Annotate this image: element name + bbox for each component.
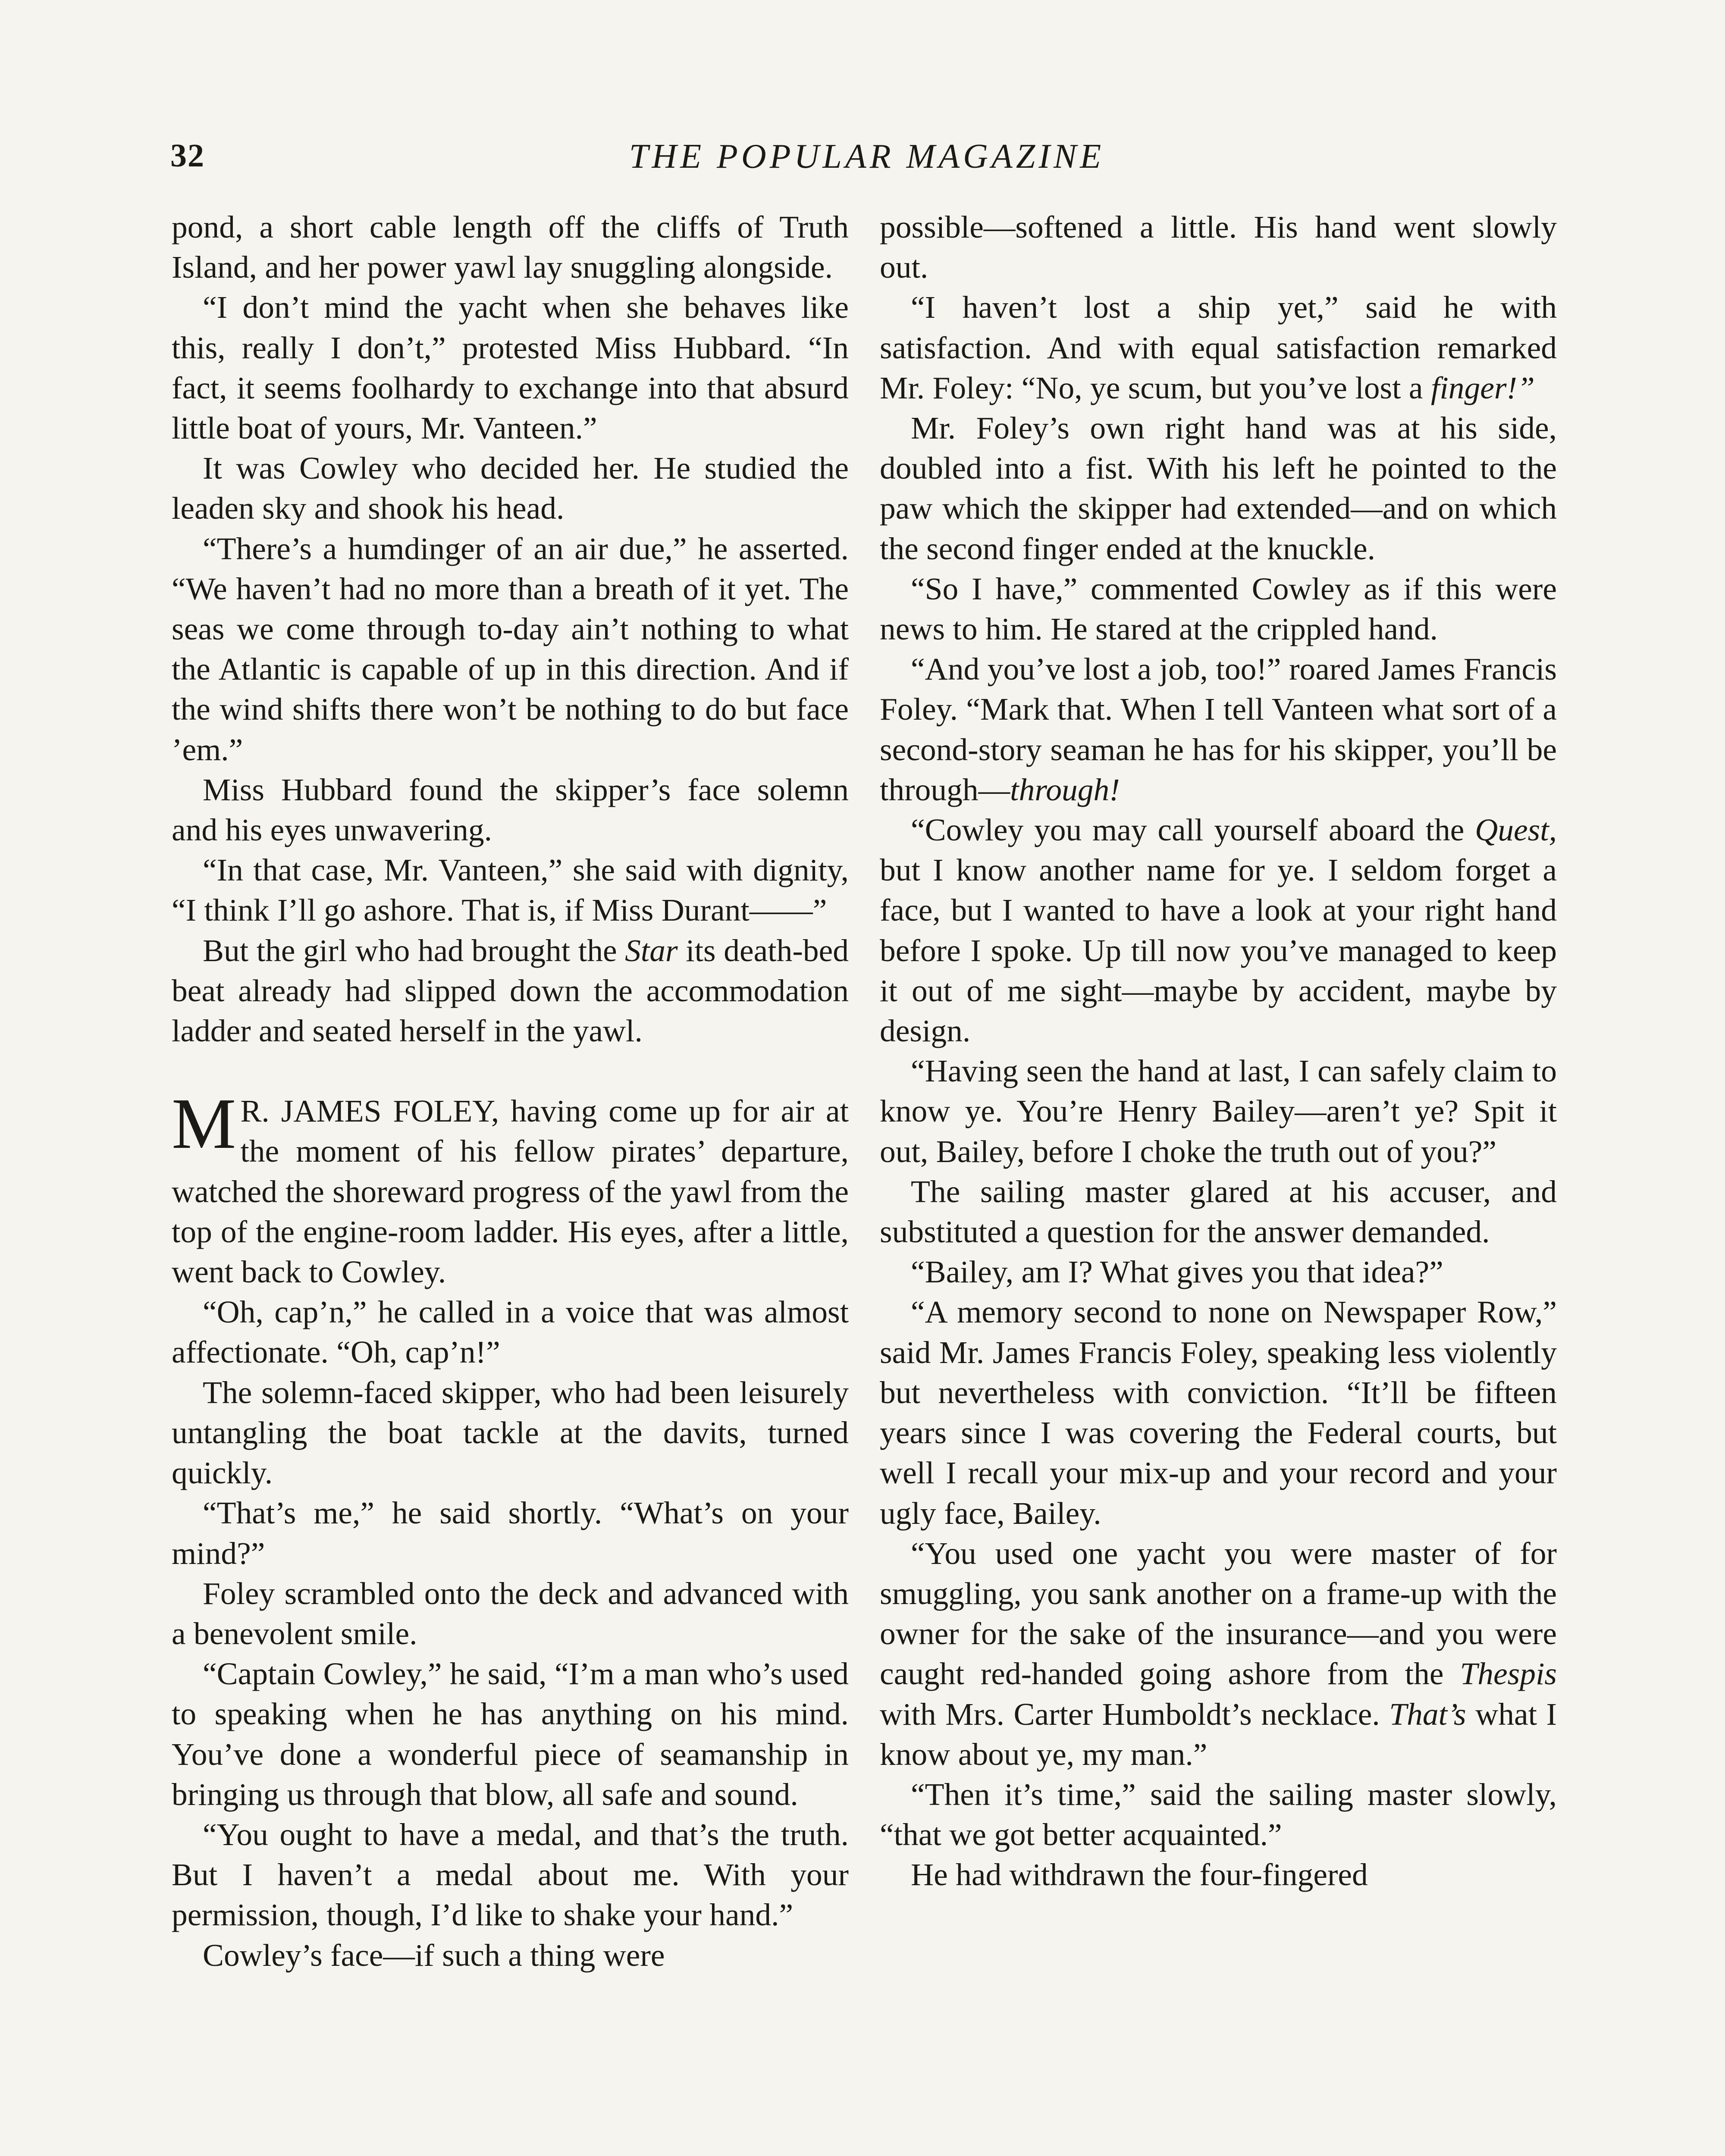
- paragraph: “I don’t mind the yacht when she behaves like this, really I don’t,” protested Miss Hubbard. “In fact, it seems foolhardy to exchange into that absurd little boat of yours, Mr. Vanteen.”: [172, 290, 849, 446]
- paragraph: [880, 649, 1557, 810]
- paragraph: “That’s me,” he said shortly. “What’s on your mind?”: [172, 1495, 849, 1571]
- paragraph: “Oh, cap’n,” he called in a voice that was almost affectionate. “Oh, cap’n!”: [172, 1294, 849, 1370]
- paragraph: “A memory second to none on Newspaper Row,” said Mr. James Francis Foley, speaking less violently but nevertheless with conviction. “It’ll be fifteen years since I was covering the Federal courts, but well I recall your mix-up and your record and your ugly face, Bailey.: [880, 1294, 1557, 1531]
- paragraph: “So I have,” commented Cowley as if this were news to him. He stared at the crippled hand.: [880, 571, 1557, 647]
- left-column: [172, 207, 849, 1975]
- text-run: what I know about ye, my man.”: [880, 1696, 1557, 1772]
- text-run: “And you’ve lost a job, too!” roared James Francis Foley. “Mark that. When I tell Vanteen what sort of a second-story seaman he has for his skipper, you’ll be through—: [880, 652, 1557, 807]
- running-title: THE POPULAR MAGAZINE: [629, 138, 1105, 175]
- paragraph: The sailing master glared at his accuser, and substituted a question for the answer demanded.: [880, 1174, 1557, 1250]
- paragraph: He had withdrawn the four-fingered: [911, 1857, 1368, 1893]
- paragraph: The solemn-faced skipper, who had been leisurely untangling the boat tackle at the davits, turned quickly.: [172, 1375, 849, 1491]
- paragraph: possible—softened a little. His hand went slowly out.: [880, 210, 1557, 285]
- text-run: R. JAMES FOLEY, having come up for air at the moment of his fellow pirates’ departure, watched the shoreward progress of the yawl from the top of the engine-room ladder. His eyes, after a little, went back to Cowley.: [172, 1094, 849, 1290]
- ship-name-star: Star: [625, 933, 678, 968]
- paragraph: pond, a short cable length off the cliffs of Truth Island, and her power yawl lay snuggling alongside.: [172, 210, 849, 285]
- right-column: [880, 207, 1557, 1895]
- text-run: “Cowley you may call yourself aboard the: [911, 812, 1475, 848]
- paragraph: “There’s a humdinger of an air due,” he asserted. “We haven’t had no more than a breath of it yet. The seas we come through to-day ain’t nothing to what the Atlantic is capable of up in this direction. And if the wind shifts there won’t be nothing to do but face ’em.”: [172, 531, 849, 767]
- page-number: 32: [170, 138, 205, 174]
- emphasis-through: through!: [1010, 772, 1120, 807]
- ship-name-thespis: Thespis: [1460, 1656, 1557, 1692]
- paragraph: Miss Hubbard found the skipper’s face solemn and his eyes unwavering.: [172, 772, 849, 848]
- paragraph: [880, 287, 1557, 408]
- paragraph: “Bailey, am I? What gives you that idea?”: [911, 1254, 1443, 1290]
- text-run: its death-bed beat already had slipped down the accommodation ladder and seated herself in the yawl.: [172, 933, 849, 1049]
- paragraph: “Captain Cowley,” he said, “I’m a man who’s used to speaking when he has anything on his mind. You’ve done a wonderful piece of seamanship in bringing us through that blow, all safe and sound.: [172, 1656, 849, 1812]
- text-run: but I know another name for ye. I seldom forget a face, but I wanted to have a look at your right hand before I spoke. Up till now you’ve managed to keep it out of me sight—maybe by accident, maybe by design.: [880, 852, 1557, 1049]
- paragraph: Cowley’s face—if such a thing were: [203, 1937, 665, 1973]
- text-run: “You used one yacht you were master of for smuggling, you sank another on a frame-up with the owner for the sake of the insurance—and you were caught red-handed going ashore from the: [880, 1536, 1557, 1692]
- paragraph: [880, 1533, 1557, 1774]
- text-run: “I haven’t lost a ship yet,” said he with satisfaction. And with equal satisfaction remarked Mr. Foley: “No, ye scum, but you’ve lost a: [880, 290, 1557, 405]
- text-run: with Mrs. Carter Humboldt’s necklace.: [880, 1696, 1389, 1732]
- paragraph: “You ought to have a medal, and that’s the truth. But I haven’t a medal about me. With your permission, though, I’d like to shake your hand.”: [172, 1817, 849, 1933]
- paragraph: [880, 810, 1557, 1051]
- drop-cap: M: [172, 1084, 236, 1164]
- paragraph: Mr. Foley’s own right hand was at his side, doubled into a fist. With his left he pointed to the paw which the skipper had extended—and on which the second finger ended at the knuckle.: [880, 411, 1557, 566]
- page-header: [170, 137, 1563, 189]
- text-run: But the girl who had brought the: [203, 933, 625, 968]
- section-opening-paragraph: [172, 1084, 849, 1292]
- paragraph: “In that case, Mr. Vanteen,” she said with dignity, “I think I’ll go ashore. That is, if Miss Durant——”: [172, 852, 849, 928]
- emphasis-thats: That’s: [1389, 1696, 1466, 1732]
- paragraph: It was Cowley who decided her. He studied the leaden sky and shook his head.: [172, 451, 849, 526]
- paragraph: “Then it’s time,” said the sailing master slowly, “that we got better acquainted.”: [880, 1777, 1557, 1852]
- paragraph: Foley scrambled onto the deck and advanced with a benevolent smile.: [172, 1576, 849, 1651]
- emphasis-finger: finger!”: [1430, 370, 1535, 405]
- ship-name-quest: Quest,: [1475, 812, 1557, 848]
- paragraph: [172, 931, 849, 1051]
- paragraph: “Having seen the hand at last, I can safely claim to know ye. You’re Henry Bailey—aren’t ye? Spit it out, Bailey, before I choke the truth out of you?”: [880, 1053, 1557, 1169]
